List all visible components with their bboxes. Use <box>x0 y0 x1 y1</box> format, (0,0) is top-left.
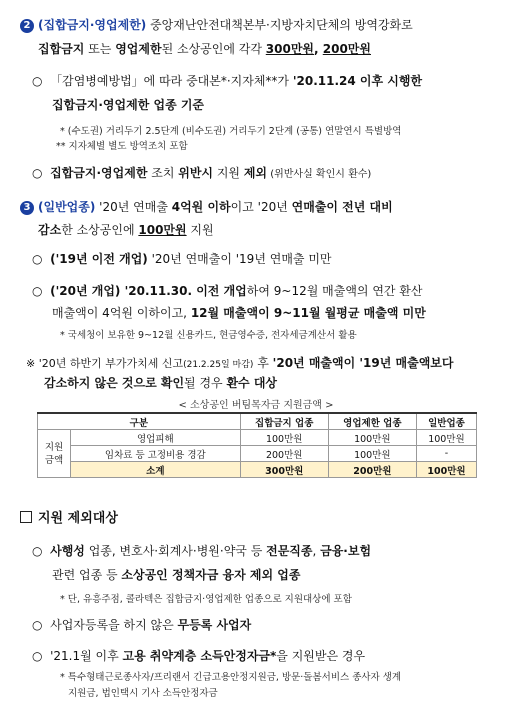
text: 이고 '20년 <box>230 200 292 214</box>
footnote: * 단, 유흥주점, 콜라텍은 집합금지·영업제한 업종으로 지원대상에 포함 <box>60 594 352 605</box>
bullet-circle-icon: ○ <box>32 166 51 180</box>
amount: 200만원 <box>322 42 371 56</box>
reference-note-cont <box>44 372 277 394</box>
bullet-item <box>32 280 423 302</box>
bullet-circle-icon: ○ <box>32 544 51 558</box>
text: 4억원 이하 <box>171 200 231 214</box>
table-header: 일반업종 <box>416 413 476 430</box>
footnote: ** 지자체별 별도 방역조치 포함 <box>56 141 188 152</box>
table-cell: 200만원 <box>240 446 328 462</box>
exclusion-heading <box>20 508 118 530</box>
text: 12월 매출액이 9~11월 월평균 매출액 미만 <box>190 306 426 320</box>
text: ('19년 이전 개업) <box>50 252 148 266</box>
text: 환수 대상 <box>226 376 277 390</box>
table-caption: < 소상공인 버팀목자금 지원금액 > <box>178 400 334 411</box>
text: '20.11.30. 이전 개업 <box>120 284 247 298</box>
bullet-circle-icon: ○ <box>32 284 51 298</box>
amount: 300만원 <box>265 42 314 56</box>
text: , <box>314 42 323 56</box>
section-label: (집합금지·영업제한) <box>38 18 147 32</box>
text: 을 지원받은 경우 <box>276 649 366 663</box>
footnote: 지원금, 법인택시 기사 소득안정자금 <box>68 688 218 699</box>
text: 지원 <box>213 166 244 180</box>
table-cell: 100만원 <box>328 446 416 462</box>
section-number-badge: 2 <box>20 19 34 33</box>
table-group-label: 지원 금액 <box>38 430 71 478</box>
text: 감소하지 않은 것으로 확인 <box>44 376 185 390</box>
text: 후 <box>253 356 273 370</box>
section3-line1 <box>20 196 393 218</box>
text: 사행성 <box>50 544 85 558</box>
amount: 100만원 <box>138 223 187 237</box>
text: '21.1월 이후 <box>50 649 123 663</box>
text: 고용 취약계층 소득안정자금* <box>122 649 277 663</box>
section-number-badge: 3 <box>20 201 34 215</box>
table-row <box>38 430 477 446</box>
footnote: * 특수형태근로종사자/프리랜서 긴급고용안정지원금, 방문·돌봄서비스 종사자 생계 <box>60 672 402 683</box>
table-cell: 100만원 <box>416 430 476 446</box>
text: 소상공인 정책자금 융자 제외 업종 <box>121 568 301 582</box>
text: 중앙재난안전대책본부·지방자치단체 <box>146 18 340 32</box>
text: 매출액이 4억원 이하이고, <box>52 306 191 320</box>
table-header: 영업제한 업종 <box>328 413 416 430</box>
text: 「감염병예방법」에 따라 중대본*·지자체**가 <box>50 74 293 88</box>
text: 집합금지 <box>38 42 85 56</box>
table-row <box>38 446 477 462</box>
bullet-item-cont <box>52 94 204 116</box>
text: (21.2.25일 마감) <box>183 360 254 370</box>
text: ('20년 개업) <box>50 284 121 298</box>
table-subtotal-row <box>38 462 477 478</box>
text: 조치 <box>147 166 179 180</box>
bullet-item-cont <box>52 564 300 586</box>
text: 연매출이 전년 대비 <box>291 200 393 214</box>
text: 될 경우 <box>184 376 227 390</box>
text: ※ '20년 하반기 부가가치세 신고 <box>26 357 184 370</box>
text: 한 소상공인에 <box>61 223 139 237</box>
table-header: 구분 <box>38 413 241 430</box>
table-cell: 100만원 <box>328 430 416 446</box>
table-cell: 소계 <box>71 462 241 478</box>
text: '20.11.24 이후 시행한 <box>292 74 423 88</box>
table-header: 집합금지 업종 <box>240 413 328 430</box>
square-bullet-icon <box>20 511 32 523</box>
bullet-circle-icon: ○ <box>32 649 51 663</box>
section-label: (일반업종) <box>38 200 96 214</box>
support-amount-table <box>37 412 477 478</box>
table-cell: 임차료 등 고정비용 경감 <box>71 446 241 462</box>
table-cell: 300만원 <box>240 462 328 478</box>
text: (위반사실 확인시 환수) <box>267 169 372 180</box>
text: 업종, 변호사·회계사·병원·약국 등 <box>84 544 267 558</box>
text: 집합금지·영업제한 업종 기준 <box>52 98 205 112</box>
bullet-item <box>32 70 422 92</box>
bullet-circle-icon: ○ <box>32 252 51 266</box>
text: 감소 <box>38 223 62 237</box>
bullet-item <box>32 162 371 186</box>
text: 지원 <box>186 223 214 237</box>
section3-line2 <box>38 219 214 241</box>
text: 제외 <box>243 166 268 180</box>
bullet-item <box>32 540 371 562</box>
footnote: * (수도권) 거리두기 2.5단계 (비수도권) 거리두기 2단계 (공통) 연말연시 특별방역 <box>60 126 402 137</box>
bullet-circle-icon: ○ <box>32 74 51 88</box>
text: 위반시 <box>178 166 214 180</box>
bullet-item <box>32 248 332 270</box>
text: 금융·보험 <box>320 544 372 558</box>
table-cell: 영업피해 <box>71 430 241 446</box>
section2-line1 <box>20 14 413 36</box>
text: 영업제한 <box>115 42 162 56</box>
text: 또는 <box>84 42 116 56</box>
bullet-item <box>32 614 251 636</box>
text: '20년 매출액이 '19년 매출액보다 <box>272 356 454 370</box>
text: 된 소상공인에 각각 <box>161 42 266 56</box>
section2-line2 <box>38 38 371 60</box>
text: 전문직종 <box>266 544 313 558</box>
footnote: * 국세청이 보유한 9~12월 신용카드, 현금영수증, 전자세금계산서 활용 <box>60 330 357 341</box>
text: 하여 9~12월 매출액의 연간 환산 <box>246 284 423 298</box>
text: 의 방역강화로 <box>339 18 413 32</box>
text: 사업자등록을 하지 않은 <box>50 618 178 632</box>
section-title: 지원 제외대상 <box>38 511 118 526</box>
table-cell: 100만원 <box>240 430 328 446</box>
text: '20년 연매출 <box>95 200 172 214</box>
text: , <box>312 544 321 558</box>
table-header-row <box>38 413 477 430</box>
bullet-item <box>32 645 365 667</box>
text: '20년 연매출이 '19년 연매출 미만 <box>147 252 332 266</box>
table-cell: 200만원 <box>328 462 416 478</box>
bullet-item-cont <box>52 302 426 324</box>
text: 무등록 사업자 <box>177 618 252 632</box>
text: 집합금지·영업제한 <box>50 166 148 180</box>
table-cell: - <box>416 446 476 462</box>
table-cell: 100만원 <box>416 462 476 478</box>
bullet-circle-icon: ○ <box>32 618 51 632</box>
text: 관련 업종 등 <box>52 568 122 582</box>
